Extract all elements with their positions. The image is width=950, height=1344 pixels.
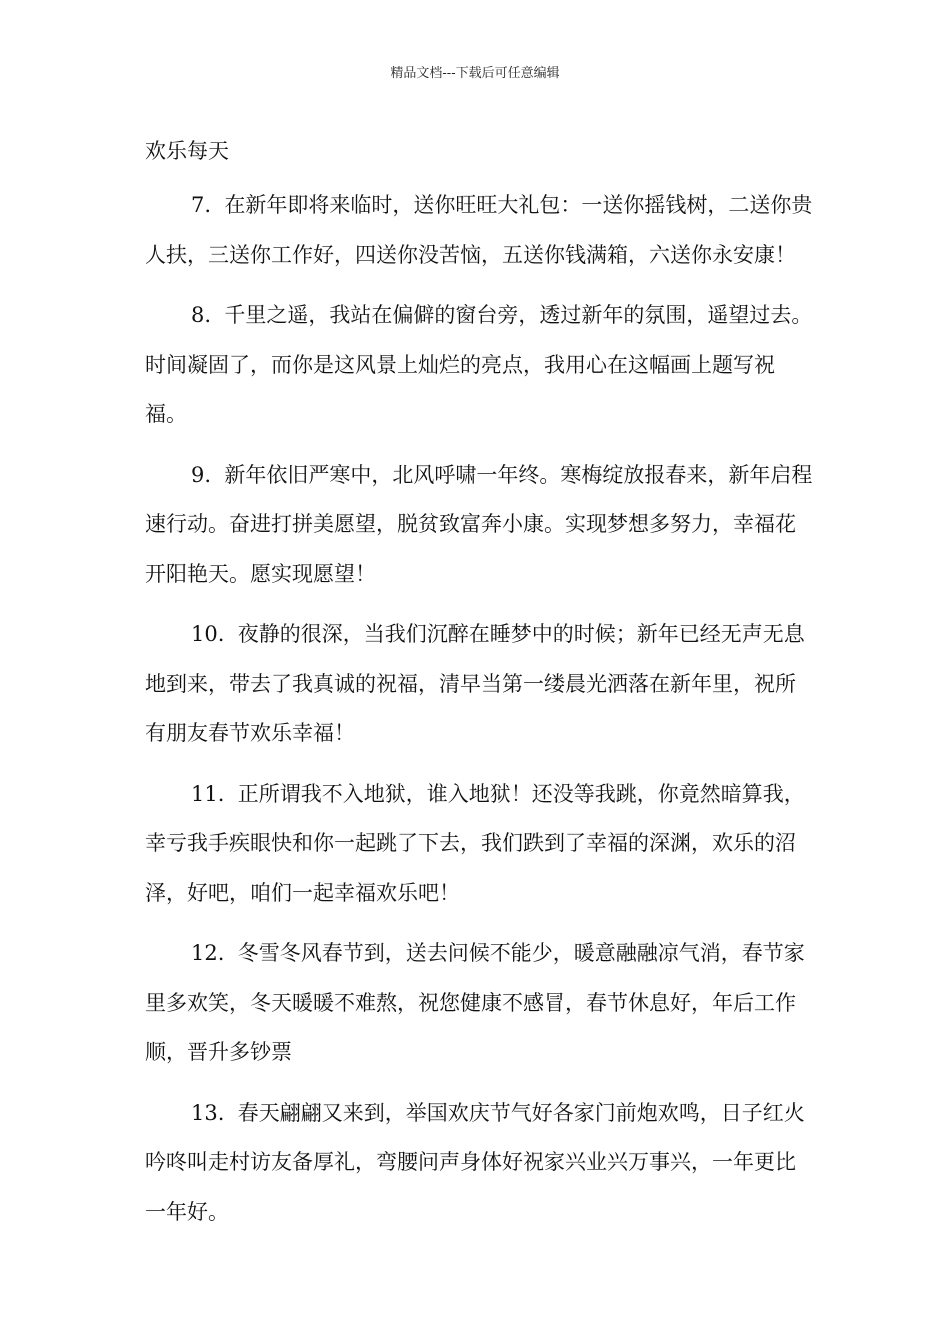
item-text: 正所谓我不入地狱，谁入地狱！还没等我跳，你竟然暗算我，幸亏我手疾眼快和你一起跳了下去，我们跌到了幸福的深渊，欢乐的沼泽，好吧，咱们一起幸福欢乐吧！ — [145, 781, 805, 905]
item-number: 12. — [191, 941, 225, 965]
item-text: 在新年即将来临时，送你旺旺大礼包：一送你摇钱树，二送你贵人扶，三送你工作好，四送你没苦恼，五送你钱满箱，六送你永安康！ — [145, 193, 813, 267]
list-item — [145, 181, 815, 280]
item-text: 新年依旧严寒中，北风呼啸一年终。寒梅绽放报春来，新年启程速行动。奋进打拼美愿望，脱贫致富奔小康。实现梦想多努力，幸福花开阳艳天。愿实现愿望！ — [145, 462, 813, 586]
item-text: 春天翩翩又来到，举国欢庆节气好各家门前炮欢鸣，日子红火吟咚叫走村访友备厚礼，弯腰问声身体好祝家兴业兴万事兴，一年更比一年好。 — [145, 1100, 805, 1224]
list-item — [145, 1089, 815, 1238]
list-item — [145, 770, 815, 919]
list-item — [145, 451, 815, 600]
item-text: 夜静的很深，当我们沉醉在睡梦中的时候；新年已经无声无息地到来，带去了我真诚的祝福，清早当第一缕晨光洒落在新年里，祝所有朋友春节欢乐幸福！ — [145, 622, 805, 745]
list-item — [145, 929, 815, 1078]
continuation-paragraph: 欢乐每天 — [145, 139, 229, 163]
item-text: 千里之遥，我站在偏僻的窗台旁，透过新年的氛围，遥望过去。时间凝固了，而你是这风景上灿烂的亮点，我用心在这幅画上题写祝福。 — [145, 303, 813, 426]
item-number: 10. — [191, 622, 225, 646]
list-item — [145, 610, 815, 759]
document-body — [145, 132, 815, 1248]
item-number: 7. — [191, 193, 212, 217]
page-header: 精品文档---下载后可任意编辑 — [390, 66, 560, 81]
list-item — [145, 291, 815, 440]
item-number: 9. — [191, 462, 212, 487]
item-text: 冬雪冬风春节到，送去问候不能少，暖意融融凉气消，春节家里多欢笑，冬天暖暖不难熬，祝您健康不感冒，春节休息好，年后工作顺，晋升多钞票 — [145, 941, 805, 1064]
item-number: 8. — [191, 303, 212, 327]
item-number: 13. — [191, 1100, 225, 1125]
item-number: 11. — [191, 781, 225, 806]
